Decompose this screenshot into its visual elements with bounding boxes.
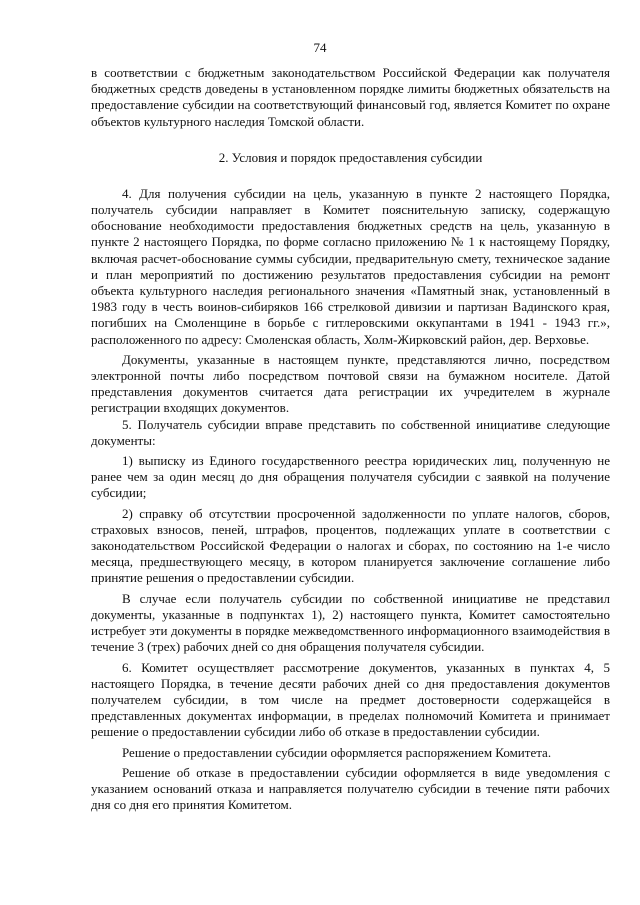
paragraph-self-request: В случае если получатель субсидии по собственной инициативе не представил документы, указанные в подпунктах 1), 2) настоящего пункта, Комитет самостоятельно истребует эти документы в порядке межведомственного информационного взаимодействия в течение 3 (трех) рабочих дней со дня обращения получателя субсидии. [91,590,610,655]
paragraph-documents-submission: Документы, указанные в настоящем пункте, представляются лично, посредством электронной почты либо посредством почтовой связи на бумажном носителе. Датой представления документов считается дата регистрации их учредителем в журнале регистрации входящих документов. [91,351,610,416]
intro-paragraph: в соответствии с бюджетным законодательством Российской Федерации как получателя бюджетных средств доведены в установленном порядке лимиты бюджетных обязательств на предоставление субсидии на соответствующий финансовый год, является Комитет по охране объектов культурного наследия Томской области. [91,65,610,129]
paragraph-item-5: 5. Получатель субсидии вправе представить по собственной инициативе следующие документы: [91,416,610,448]
paragraph-decision-refusal: Решение об отказе в предоставлении субсидии оформляется в виде уведомления с указанием оснований отказа и направляется получателю субсидии в течение пяти рабочих дня со дня его принятия Комитетом. [91,764,610,813]
paragraph-item-6: 6. Комитет осуществляет рассмотрение документов, указанных в пунктах 4, 5 настоящего Порядка, в течение десяти рабочих дней со дня предоставления документов получателем субсидии, в том числе на предмет достоверности содержащейся в представленных документах информации, в пределах полномочий Комитета и принимает решение о предоставлении субсидии либо об отказе в предоставлении субсидии. [91,659,610,740]
paragraph-item-4: 4. Для получения субсидии на цель, указанную в пункте 2 настоящего Порядка, получатель субсидии направляет в Комитет пояснительную записку, содержащую обоснование необходимости предоставления бюджетных средств на цель, указанную в пункте 2 настоящего Порядка, по форме согласно приложению № 1 к настоящему Порядку, включая расчет-обоснование суммы субсидии, предварительную смету, техническое задание и план мероприятий по достижению результатов предоставления субсидии на ремонт объекта культурного наследия регионального значения «Памятный знак, установленный в 1983 году в честь воинов-сибиряков 166 стрелковой дивизии и партизан Вадинского края, погибших на Смоленщине в борьбе с гитлеровскими оккупантами в 1941 - 1943 гг.», расположенного по адресу: Смоленская область, Холм-Жирковский район, дер. Верховье. [91,185,610,347]
section-title: 2. Условия и порядок предоставления субсидии [218,149,483,165]
paragraph-subitem-1: 1) выписку из Единого государственного реестра юридических лиц, полученную не ранее чем за один месяц до дня обращения получателя субсидии с заявкой на получение субсидии; [91,453,610,501]
paragraph-decision-grant: Решение о предоставлении субсидии оформляется распоряжением Комитета. [122,744,552,760]
document-body [91,65,610,813]
paragraph-subitem-2: 2) справку об отсутствии просроченной задолженности по уплате налогов, сборов, страховых взносов, пеней, штрафов, процентов, подлежащих уплате в соответствии с законодательством Российской Федерации о налогах и сборах, по состоянию на 1-е число месяца, предшествующего месяцу, в котором планируется заключение соглашение либо принятие решения о предоставлении субсидии. [91,505,610,586]
page-number: 74 [313,40,327,55]
